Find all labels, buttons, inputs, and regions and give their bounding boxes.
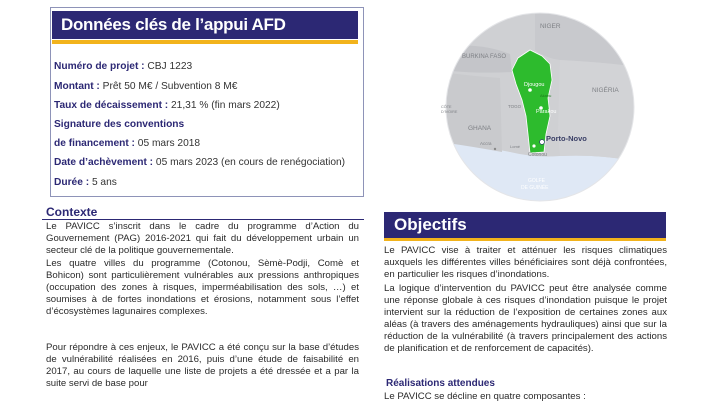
accra-dot (494, 148, 496, 150)
objectifs-underline (384, 238, 666, 241)
key-data-row: Durée : 5 ans (54, 177, 117, 188)
objectifs-paragraph-3: Le PAVICC se décline en quatre composantes : (384, 391, 586, 402)
contexte-heading: Contexte (46, 205, 98, 219)
label-djougou: Djougou (524, 82, 545, 88)
objectifs-title: Objectifs (384, 212, 666, 238)
benin-location-map (440, 12, 640, 202)
label-golfe-2: DE GUINÉE (521, 185, 549, 191)
contexte-paragraph-1: Le PAVICC s’inscrit dans le cadre du programme d’Action du Gouvernement (PAG) 2016-2021 qui fait du développement urbain un secteur clé de la politique gouvernementale. (46, 221, 359, 256)
key-data-title: Données clés de l’appui AFD (52, 11, 358, 39)
label-togo: TOGO (508, 104, 522, 109)
label-cote-2: D’IVOIRE (441, 110, 458, 114)
title-underline (52, 40, 358, 44)
label-niger: NIGER (540, 23, 561, 30)
key-data-row: de financement : 05 mars 2018 (54, 138, 201, 149)
djougou-dot (528, 88, 532, 92)
nigeria-shape (558, 60, 640, 162)
label-lome: Lomé (510, 144, 521, 149)
key-data-row: Signature des conventions (54, 119, 185, 130)
label-akanu: Akanu (540, 93, 552, 98)
label-accra: Accra (480, 141, 492, 146)
cotonou-dot (532, 144, 535, 147)
key-data-row: Date d’achèvement : 05 mars 2023 (en cours de renégociation) (54, 157, 346, 168)
label-golfe-1: GOLFE (528, 178, 545, 184)
key-data-row: Numéro de projet : CBJ 1223 (54, 61, 193, 72)
label-nigeria: NIGÉRIA (592, 87, 619, 94)
key-data-row: Montant : Prêt 50 M€ / Subvention 8 M€ (54, 81, 238, 92)
contexte-paragraph-2: Les quatre villes du programme (Cotonou, Sèmè-Podji, Comè et Bohicon) sont particulièrement vulnérables aux pressions anthropiques (occupation des zones à risques, imperméabilisation des sols, …) et soumises à de fortes inondations et érosions, notamment sous l’effet d’écosystèmes lagunaires complexes. (46, 258, 359, 317)
label-parakou: Parakou (536, 109, 557, 115)
label-burkina: BURKINA FASO (462, 54, 507, 60)
label-cotonou: Cotonou (528, 152, 547, 158)
label-ghana: GHANA (468, 125, 492, 132)
realisations-heading: Réalisations attendues (386, 378, 495, 389)
objectifs-paragraph-2: La logique d’intervention du PAVICC peut être analysée comme une réponse globale à ces risques d’inondation puisque le projet intervient sur la réduction de l’exposition de certaines zones aux aléas (à travers des aménagements hydrauliques) ainsi que sur la réduction de la vulnérabilité (à travers principalement des actions de planification et de renforcement de capacités). (384, 283, 667, 354)
objectifs-paragraph-1: Le PAVICC vise à traiter et atténuer les risques climatiques auxquels les différentes villes bénéficiaires sont déjà confrontées, en particulier les risques d’inondations. (384, 245, 667, 280)
contexte-paragraph-3: Pour répondre à ces enjeux, le PAVICC a été conçu sur la base d’études de vulnérabilité réalisées en 2016, puis d’une étude de faisabilité en 2017, au cours de laquelle une liste de projets a été dressée et a par la suite servi de base pour (46, 342, 359, 389)
contexte-underline (42, 219, 364, 220)
label-porto-novo: Porto-Novo (546, 134, 587, 143)
key-data-row: Taux de décaissement : 21,31 % (fin mars 2022) (54, 100, 280, 111)
label-cote-1: CÔTE (441, 105, 452, 109)
porto-novo-dot (540, 140, 545, 145)
